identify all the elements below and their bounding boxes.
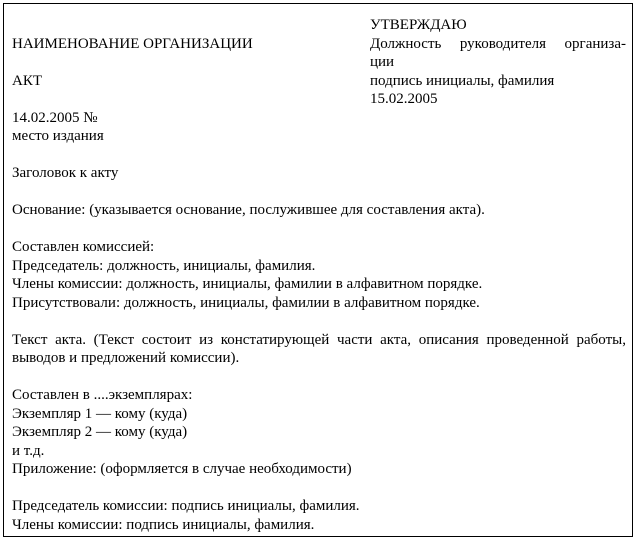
act-text-paragraph: Текст акта. (Текст состоит из констатирующей части акта, описания проведенной работы, выводов и предложений комиссии). bbox=[12, 331, 630, 366]
approval-title: УТВЕРЖДАЮ bbox=[370, 17, 467, 33]
document-type-label: АКТ bbox=[12, 72, 42, 89]
approval-date: 15.02.2005 bbox=[370, 91, 438, 107]
blank-line bbox=[12, 183, 626, 202]
attachment-line: Приложение: (оформляется в случае необходимости) bbox=[12, 461, 352, 477]
blank-line bbox=[12, 220, 626, 239]
blank-line bbox=[12, 479, 626, 498]
commission-chairman: Председатель: должность, инициалы, фамилия. bbox=[12, 257, 316, 274]
document-header bbox=[12, 16, 626, 109]
approval-block bbox=[370, 16, 626, 109]
act-document-page bbox=[3, 3, 633, 537]
commission-members: Члены комиссии: должность, инициалы, фамилии в алфавитном порядке. bbox=[12, 276, 483, 292]
blank-line bbox=[12, 16, 370, 35]
copies-intro: Составлен в ....экземплярах: bbox=[12, 387, 193, 403]
signature-chairman: Председатель комиссии: подпись инициалы, фамилия. bbox=[12, 498, 360, 514]
approval-position-line2: ции bbox=[370, 54, 395, 70]
copy-1-line: Экземпляр 1 — кому (куда) bbox=[12, 405, 188, 422]
etc-line: и т.д. bbox=[12, 442, 45, 459]
header-left-column bbox=[12, 16, 370, 90]
approval-signature: подпись инициалы, фамилия bbox=[370, 72, 555, 89]
basis-line: Основание: (указывается основание, послужившее для составления акта). bbox=[12, 202, 485, 218]
blank-line bbox=[12, 312, 626, 331]
approval-position-line1: Должность руководителя организа- bbox=[370, 35, 626, 52]
commission-attendees: Присутствовали: должность, инициалы, фамилии в алфавитном порядке. bbox=[12, 294, 480, 311]
blank-line bbox=[12, 146, 626, 165]
organization-name: НАИМЕНОВАНИЕ ОРГАНИЗАЦИИ bbox=[12, 35, 253, 52]
copy-2-line: Экземпляр 2 — кому (куда) bbox=[12, 424, 188, 440]
blank-line bbox=[12, 368, 626, 387]
commission-intro: Составлен комиссией: bbox=[12, 239, 155, 255]
place-of-issue: место издания bbox=[12, 128, 104, 144]
blank-line bbox=[12, 53, 370, 72]
document-date-number: 14.02.2005 № bbox=[12, 109, 98, 126]
signature-members: Члены комиссии: подпись инициалы, фамилия. bbox=[12, 516, 315, 533]
act-heading: Заголовок к акту bbox=[12, 165, 119, 181]
